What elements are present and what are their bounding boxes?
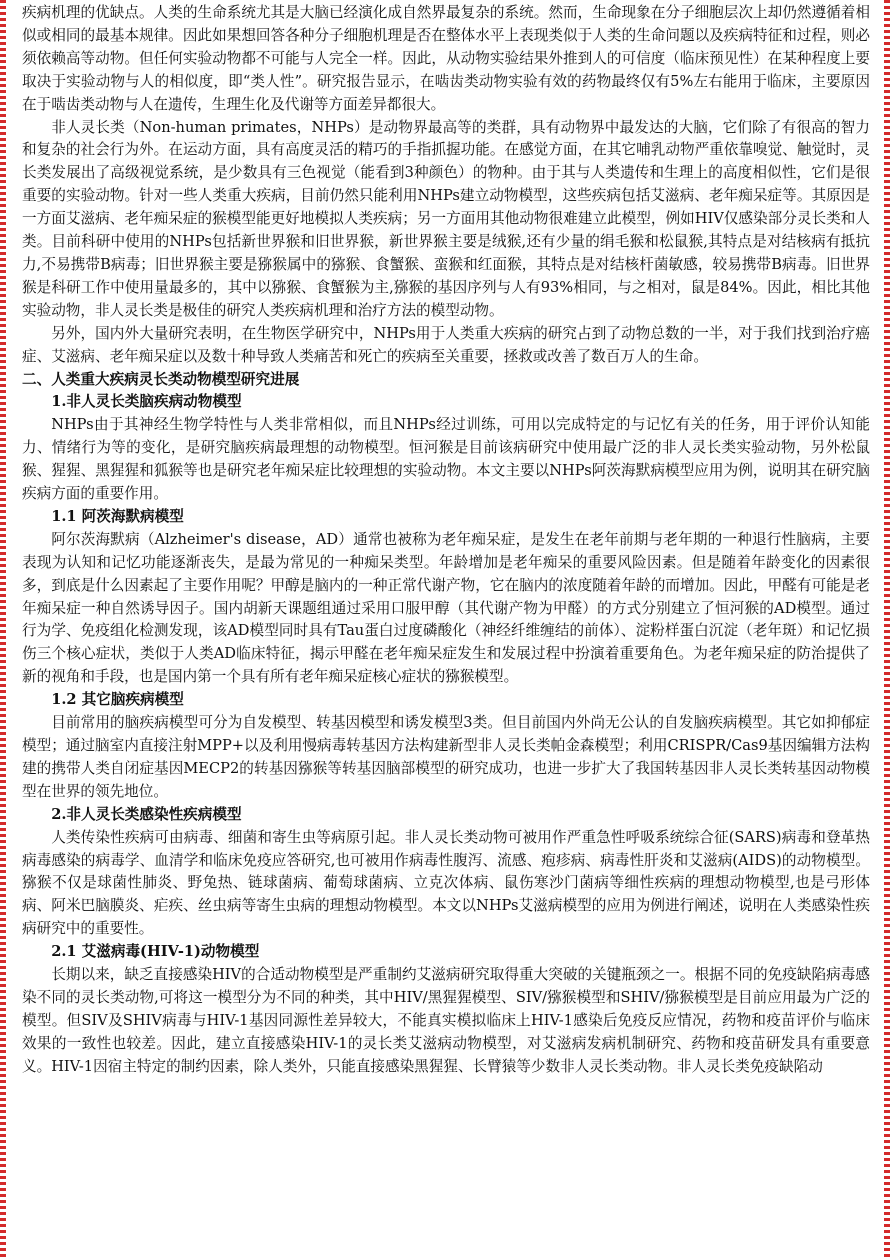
paragraph-intro-continued: 疾病机理的优缺点。人类的生命系统尤其是大脑已经演化成自然界最复杂的系统。然而，生命现象在分子细胞层次上却仍然遵循着相似或相同的最基本规律。因此如果想回答各种分子细胞机理是否在整体水平上表现类似于人类的生命问题以及疾病特征和过程，则必须依赖高等动物。但任何实验动物都不可能与人完全一样。因此，从动物实验结果外推到人的可信度（临床预见性）在某种程度上要取决于实验动物与人的相似度，即“类人性”。研究报告显示，在啮齿类动物实验有效的药物最终仅有5%左右能用于临床，主要原因在于啮齿类动物与人在遗传，生理生化及代谢等方面差异都很大。 [22, 4, 870, 113]
article-page [22, 2, 870, 1079]
subsubsection-heading-alzheimer: 1.1 阿茨海默病模型 [51, 507, 184, 525]
paragraph-hiv-model: 长期以来，缺乏直接感染HIV的合适动物模型是严重制约艾滋病研究取得重大突破的关键瓶颈之一。根据不同的免疫缺陷病毒感染不同的灵长类动物,可将这一模型分为不同的种类，其中HIV/黑猩猩模型、SIV/猕猴模型和SHIV/猕猴模型是目前应用最为广泛的模型。但SIV及SHIV病毒与HIV-1基因同源性差异较大，不能真实模拟临床上HIV-1感染后免疫反应情况，药物和疫苗评价与临床效果的一致性也较差。因此，建立直接感染HIV-1的灵长类艾滋病动物模型，对艾滋病发病机制研究、药物和疫苗研发具有重要意义。HIV-1因宿主特定的制约因素，除人类外，只能直接感染黑猩猩、长臂猿等少数非人灵长类动物。非人灵长类免疫缺陷动 [22, 966, 870, 1075]
section-heading-research-progress: 二、人类重大疾病灵长类动物模型研究进展 [22, 370, 300, 388]
right-decorative-border [884, 0, 890, 1259]
subsection-heading-infectious: 2.非人灵长类感染性疾病模型 [51, 805, 242, 823]
paragraph-infectious-models: 人类传染性疾病可由病毒、细菌和寄生虫等病原引起。非人灵长类动物可被用作严重急性呼吸系统综合征(SARS)病毒和登革热病毒感染的病毒学、血清学和临床免疫应答研究,也可被用作病毒性腹泻、流感、疱疹病、病毒性肝炎和艾滋病(AIDS)的动物模型。猕猴不仅是球菌性肺炎、野兔热、链球菌病、葡萄球菌病、立克次体病、鼠伤寒沙门菌病等细性疾病的理想动物模型,也是弓形体病、阿米巴脑膜炎、疟疾、丝虫病等寄生虫病的理想动物模型。本文以NHPs艾滋病模型的应用为例进行阐述，说明在人类感染性疾病研究中的重要性。 [22, 828, 870, 938]
paragraph-alzheimer-model: 阿尔茨海默病（Alzheimer's disease，AD）通常也被称为老年痴呆症，是发生在老年前期与老年期的一种退行性脑病，主要表现为认知和记忆功能逐渐丧失，是最为常见的一种痴呆类型。年龄增加是老年痴呆的重要风险因素。但是随着年龄变化的因素很多，到底是什么因素起了主要作用呢？甲醇是脑内的一种正常代谢产物，它在脑内的浓度随着年龄的而增加。因此，甲醛有可能是老年痴呆症一种自然诱导因子。国内胡新天课题组通过采用口服甲醇（其代谢产物为甲醛）的方式分别建立了恒河猴的AD模型。通过行为学、免疫组化检测发现，该AD模型同时具有Tau蛋白过度磷酸化（神经纤维缠结的前体）、淀粉样蛋白沉淀（老年斑）和记忆损伤三个核心症状，类似于人类AD临床特征，揭示甲醛在老年痴呆症发生和发展过程中扮演着重要角色。为老年痴呆症的防治提供了新的视角和手段，也是国内第一个具有所有老年痴呆症核心症状的猕猴模型。 [22, 530, 870, 686]
paragraph-nhps-overview: 非人灵长类（Non-human primates，NHPs）是动物界最高等的类群，具有动物界中最发达的大脑，它们除了有很高的智力和复杂的社会行为外。在运动方面，具有高度灵活的精巧的手指抓握功能。在感觉方面，在其它哺乳动物严重依靠嗅觉、触觉时，灵长类发展出了高级视觉系统，是少数具有三色视觉（能看到3种颜色）的物种。由于其与人类遗传和生理上的高度相似性，它们是很重要的实验动物。针对一些人类重大疾病，目前仍然只能利用NHPs建立动物模型，这些疾病包括艾滋病、老年痴呆症等。其原因是一方面艾滋病、老年痴呆症的猴模型能更好地模拟人类疾病；另一方面用其他动物很难建立此模型，例如HIV仅感染部分灵长类和人类。目前科研中使用的NHPs包括新世界猴和旧世界猴，新世界猴主要是绒猴,还有少量的绢毛猴和松鼠猴,其特点是对结核病有抵抗力,不易携带B病毒；旧世界猴主要是猕猴属中的猕猴、食蟹猴、蛮猴和红面猴，其特点是对结核杆菌敏感，较易携带B病毒。旧世界猴是科研工作中使用量最多的，其中以猕猴、食蟹猴为主,猕猴的基因序列与人有93%相同，与之相对，鼠是84%。因此，相比其他实验动物，非人灵长类是极佳的研究人类疾病机理和治疗方法的模型动物。 [22, 118, 870, 319]
left-decorative-border [0, 0, 6, 1259]
paragraph-brain-disease-models: NHPs由于其神经生物学特性与人类非常相似，而且NHPs经过训练，可用以完成特定的与记忆有关的任务，用于评价认知能力、情绪行为等的变化，是研究脑疾病最理想的动物模型。恒河猴是目前该病研究中使用最广泛的非人灵长类实验动物，另外松鼠猴、猩猩、黑猩猩和狐猴等也是研究老年痴呆症比较理想的实验动物。本文主要以NHPs阿茨海默病模型应用为例，说明其在研究脑疾病方面的重要作用。 [22, 416, 870, 503]
subsection-heading-brain-disease: 1.非人灵长类脑疾病动物模型 [51, 393, 242, 411]
paragraph-nhps-importance: 另外，国内外大量研究表明，在生物医学研究中，NHPs用于人类重大疾病的研究占到了动物总数的一半，对于我们找到治疗癌症、艾滋病、老年痴呆症以及数十种导致人类痛苦和死亡的疾病至关重要，拯救或改善了数百万人的生命。 [22, 324, 870, 365]
subsubsection-heading-other-brain: 1.2 其它脑疾病模型 [51, 691, 184, 709]
subsubsection-heading-hiv: 2.1 艾滋病毒(HIV-1)动物模型 [51, 943, 260, 961]
paragraph-other-brain-models: 目前常用的脑疾病模型可分为自发模型、转基因模型和诱发模型3类。但目前国内外尚无公认的自发脑疾病模型。其它如抑郁症模型；通过脑室内直接注射MPP+以及利用慢病毒转基因方法构建新型非人灵长类帕金森模型；利用CRISPR/Cas9基因编辑方法构建的携带人类自闭症基因MECP2的转基因猕猴等转基因脑部模型的研究成功，也进一步扩大了我国转基因非人灵长类转基因动物模型在世界的领先地位。 [22, 714, 870, 800]
